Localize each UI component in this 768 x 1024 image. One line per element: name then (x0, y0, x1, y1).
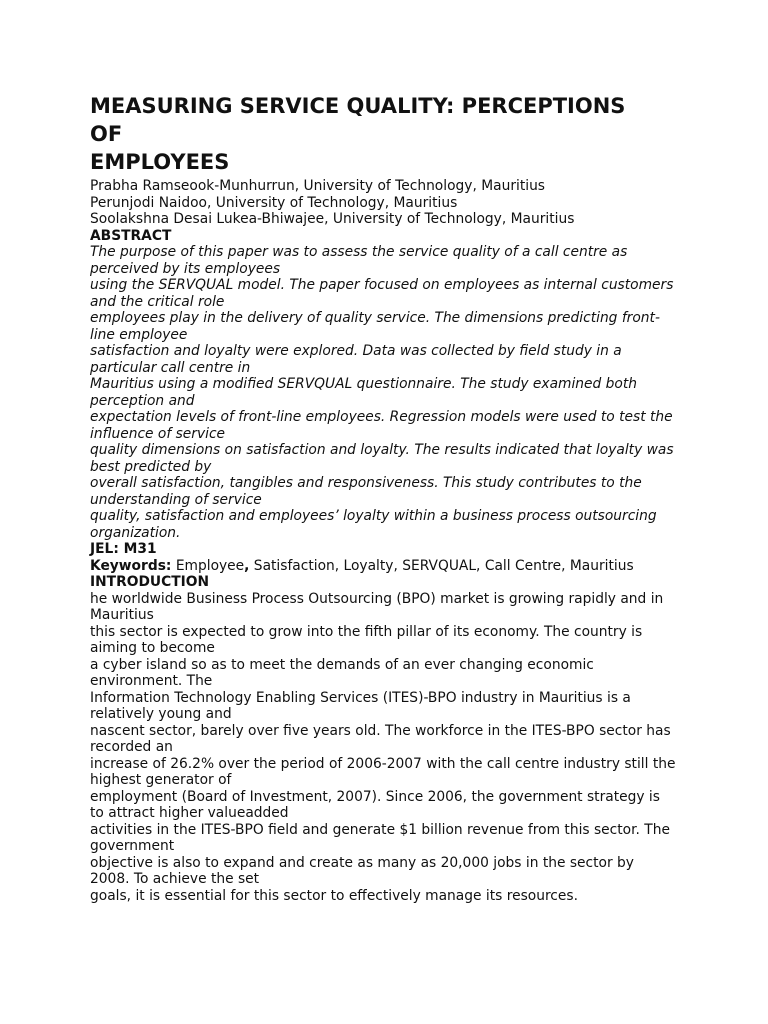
abstract-line: expectation levels of front-line employees. Regression models were used to test the (90, 409, 673, 425)
intro-line: aiming to become (90, 640, 215, 656)
intro-line: employment (Board of Investment, 2007). Since 2006, the government strategy is (90, 788, 660, 805)
abstract-line: Mauritius using a modified SERVQUAL questionnaire. The study examined both (90, 376, 638, 392)
abstract-line: using the SERVQUAL model. The paper focused on employees as internal customers (90, 277, 674, 293)
abstract-line: line employee (90, 326, 188, 343)
intro-line: objective is also to expand and create as many as 20,000 jobs in the sector by (90, 854, 634, 871)
title-line: OF (90, 122, 123, 146)
abstract-line: The purpose of this paper was to assess the service quality of a call centre as (90, 244, 628, 260)
author-list (90, 178, 690, 228)
intro-line: he worldwide Business Process Outsourcing (BPO) market is growing rapidly and in (90, 590, 664, 607)
intro-line: Mauritius (90, 607, 154, 623)
abstract-line: perception and (90, 392, 195, 409)
abstract-body (90, 244, 690, 541)
abstract-line: quality, satisfaction and employees’ loyalty within a business process outsourcing (90, 508, 657, 524)
author-line: Perunjodi Naidoo, University of Technology, Mauritius (90, 194, 458, 211)
abstract-line: understanding of service (90, 491, 262, 508)
paper-title (90, 92, 690, 176)
abstract-line: organization. (90, 524, 181, 541)
intro-line: nascent sector, barely over five years old. The workforce in the ITES-BPO sector has (90, 722, 671, 739)
document-page (90, 92, 690, 904)
abstract-line: particular call centre in (90, 359, 251, 376)
intro-line: activities in the ITES-BPO field and generate $1 billion revenue from this sector. The (90, 821, 670, 838)
intro-line: 2008. To achieve the set (90, 871, 260, 887)
intro-line: relatively young and (90, 706, 232, 722)
abstract-line: perceived by its employees (90, 260, 281, 277)
keywords-line (90, 558, 690, 575)
intro-line: highest generator of (90, 772, 232, 788)
intro-line: recorded an (90, 739, 173, 755)
intro-line: environment. The (90, 673, 213, 689)
abstract-line: quality dimensions on satisfaction and loyalty. The results indicated that loyalty was (90, 442, 674, 458)
abstract-line: overall satisfaction, tangibles and responsiveness. This study contributes to the (90, 475, 642, 491)
introduction-heading: INTRODUCTION (90, 574, 210, 590)
abstract-line: and the critical role (90, 293, 225, 310)
intro-line: Information Technology Enabling Services (ITES)-BPO industry in Mauritius is a (90, 689, 631, 706)
intro-line: government (90, 838, 175, 854)
intro-line: a cyber island so as to meet the demands of an ever changing economic (90, 656, 594, 673)
intro-line: this sector is expected to grow into the fifth pillar of its economy. The country is (90, 623, 643, 640)
introduction-body (90, 591, 690, 905)
keyword-first: Employee (175, 557, 245, 574)
abstract-line: satisfaction and loyalty were explored. Data was collected by field study in a (90, 343, 622, 359)
keywords-rest: Satisfaction, Loyalty, SERVQUAL, Call Centre, Mauritius (249, 557, 634, 574)
author-line: Soolakshna Desai Lukea-Bhiwajee, University of Technology, Mauritius (90, 211, 575, 227)
abstract-line: employees play in the delivery of quality service. The dimensions predicting front- (90, 310, 660, 326)
intro-line: increase of 26.2% over the period of 2006-2007 with the call centre industry still the (90, 755, 676, 772)
intro-line: goals, it is essential for this sector to effectively manage its resources. (90, 887, 578, 904)
jel-code: JEL: M31 (90, 541, 157, 557)
title-line: MEASURING SERVICE QUALITY: PERCEPTIONS (90, 94, 626, 118)
author-line: Prabha Ramseook-Munhurrun, University of Technology, Mauritius (90, 178, 545, 194)
title-line: EMPLOYEES (90, 150, 230, 174)
abstract-line: influence of service (90, 425, 226, 442)
abstract-heading: ABSTRACT (90, 227, 172, 244)
intro-line: to attract higher valueadded (90, 805, 289, 821)
keywords-label: Keywords: (90, 557, 172, 574)
abstract-line: best predicted by (90, 458, 212, 475)
keyword-separator: , (244, 557, 250, 574)
